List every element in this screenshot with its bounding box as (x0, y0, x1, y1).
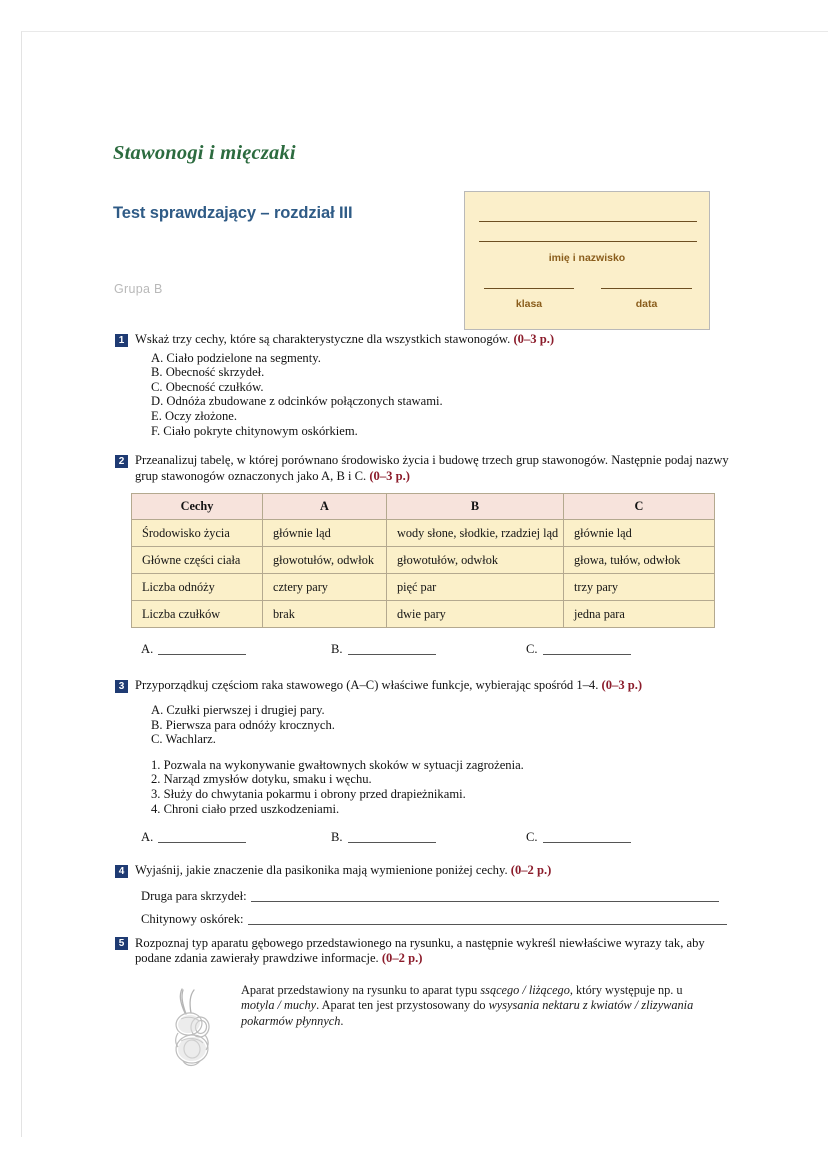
question-1-number: 1 (115, 334, 128, 347)
question-3-header (113, 678, 733, 694)
column-header-b: B (387, 494, 564, 520)
list-item: B. Pierwsza para odnóży krocznych. (151, 717, 335, 732)
question-4-number: 4 (115, 865, 128, 878)
table-cell: Liczba odnóży (132, 574, 263, 601)
fill-field-cuticle[interactable] (141, 912, 733, 935)
fill-field-wings[interactable] (141, 889, 733, 912)
name-field-label: imię i nazwisko (548, 252, 626, 264)
answer-slot-a-line[interactable] (158, 842, 246, 843)
answer-slot-b[interactable] (331, 642, 436, 657)
table-cell: cztery pary (263, 574, 387, 601)
question-2 (113, 453, 733, 668)
fill-field-wings-label: Druga para skrzydeł: (141, 888, 247, 903)
list-item: B. Obecność skrzydeł. (151, 365, 265, 380)
question-5-figure-caption (241, 983, 715, 1029)
list-item: E. Oczy złożone. (151, 408, 238, 423)
question-2-number: 2 (115, 455, 128, 468)
caption-segment-4: . (340, 1013, 344, 1028)
question-3-functions (113, 758, 733, 816)
table-cell: jedna para (564, 601, 715, 628)
page-subtitle: Test sprawdzający – rozdział III (113, 204, 353, 222)
caption-segment-3: . Aparat ten jest przystosowany do (316, 998, 489, 1013)
table-cell: głowotułów, odwłok (387, 547, 564, 574)
list-item: D. Odnóża zbudowane z odcinków połączonych stawami. (151, 394, 443, 409)
question-4 (113, 863, 733, 935)
question-3 (113, 678, 733, 856)
question-1 (113, 332, 733, 438)
table-cell: głównie ląd (564, 520, 715, 547)
question-1-prompt: Wskaż trzy cechy, które są charakterystyczne dla wszystkich stawonogów. (135, 332, 514, 346)
answer-slot-b-line[interactable] (348, 654, 436, 655)
list-item: 2. Narząd zmysłów dotyku, smaku i węchu. (151, 772, 372, 787)
table-cell: brak (263, 601, 387, 628)
caption-choice-2: motyla / muchy (241, 998, 317, 1013)
question-3-answer-slots (141, 830, 733, 856)
fill-field-wings-line[interactable] (251, 901, 719, 902)
list-item: 1. Pozwala na wykonywanie gwałtownych skoków w sytuacji zagrożenia. (151, 757, 524, 772)
table-cell: Liczba czułków (132, 601, 263, 628)
answer-slot-b-line[interactable] (348, 842, 436, 843)
answer-slot-a-line[interactable] (158, 654, 246, 655)
date-field-label: data (635, 298, 658, 310)
question-2-prompt: Przeanalizuj tabelę, w której porównano środowisko życia i budowę trzech grup stawonogów. Następnie podaj nazwy grup stawonogów oznaczonych jako A, B i C. (135, 453, 729, 483)
question-2-header (113, 453, 733, 484)
list-item: F. Ciało pokryte chitynowym oskórkiem. (151, 423, 358, 438)
question-4-header (113, 863, 733, 879)
question-5-number: 5 (115, 937, 128, 950)
table-header-row (132, 494, 715, 520)
table-row (132, 520, 715, 547)
caption-choice-1: ssącego / liżącego (480, 982, 570, 997)
list-item: A. Czułki pierwszej i drugiej pary. (151, 702, 325, 717)
group-label: Grupa B (114, 282, 163, 296)
caption-choice-3: wysysania nektaru z kwiatów / zlizywania pokarmów płynnych (241, 998, 694, 1028)
answer-slot-c-label: C. (526, 830, 538, 845)
identity-box (464, 191, 710, 330)
question-1-options (113, 351, 733, 439)
question-3-prompt: Przyporządkuj częściom raka stawowego (A–C) właściwe funkcje, wybierając spośród 1–4. (135, 678, 602, 693)
question-5-figure-block (113, 983, 733, 1088)
document-masthead (113, 142, 733, 332)
answer-slot-b-label: B. (331, 830, 343, 845)
table-row (132, 601, 715, 628)
answer-slot-b-label: B. (331, 642, 343, 657)
question-4-points: (0–2 p.) (510, 863, 552, 878)
name-rule-line-1 (479, 221, 697, 222)
page-content (113, 142, 733, 1088)
table-cell: Środowisko życia (132, 520, 263, 547)
table-row (132, 574, 715, 601)
answer-slot-c[interactable] (526, 830, 631, 845)
table-cell: głowa, tułów, odwłok (564, 547, 715, 574)
caption-segment-1: Aparat przedstawiony na rysunku to aparat typu (241, 982, 481, 997)
question-5-points: (0–2 p.) (381, 951, 423, 966)
table-cell: dwie pary (387, 601, 564, 628)
date-rule-line (601, 288, 692, 289)
answer-slot-a-label: A. (141, 642, 154, 657)
table-cell: trzy pary (564, 574, 715, 601)
column-header-cechy: Cechy (132, 494, 263, 520)
table-cell: pięć par (387, 574, 564, 601)
mouthpart-illustration (165, 983, 227, 1079)
answer-slot-a[interactable] (141, 642, 246, 657)
list-item: C. Wachlarz. (151, 732, 216, 747)
answer-slot-c[interactable] (526, 642, 631, 657)
question-5-prompt: Rozpoznaj typ aparatu gębowego przedstawionego na rysunku, a następnie wykreśl niewłaściwe wyrazy tak, aby podane zdania zawierały prawdziwe informacje. (135, 935, 705, 966)
list-item: 3. Służy do chwytania pokarmu i obrony przed drapieżnikami. (151, 786, 466, 801)
class-rule-line (484, 288, 574, 289)
fill-field-cuticle-label: Chitynowy oskórek: (141, 911, 244, 926)
list-item: A. Ciało podzielone na segmenty. (151, 350, 321, 365)
column-header-a: A (263, 494, 387, 520)
page-sheet (21, 31, 828, 1137)
question-5 (113, 936, 733, 1088)
table-cell: wody słone, słodkie, rzadziej ląd (387, 520, 564, 547)
answer-slot-a-label: A. (141, 830, 154, 845)
question-2-answer-slots (141, 642, 733, 668)
list-item: C. Obecność czułków. (151, 379, 264, 394)
answer-slot-c-label: C. (526, 642, 538, 657)
fill-field-cuticle-line[interactable] (248, 924, 727, 925)
question-1-header (113, 332, 733, 348)
table-cell: Główne części ciała (132, 547, 263, 574)
answer-slot-c-line[interactable] (543, 654, 631, 655)
class-field-label: klasa (515, 298, 543, 310)
name-rule-line-2 (479, 241, 697, 242)
table-cell: głowotułów, odwłok (263, 547, 387, 574)
caption-segment-2: , który występuje np. u (569, 982, 683, 997)
question-3-parts (113, 703, 733, 747)
list-item: 4. Chroni ciało przed uszkodzeniami. (151, 801, 340, 816)
question-2-points: (0–3 p.) (369, 468, 410, 483)
question-1-points: (0–3 p.) (513, 332, 555, 346)
page-title: Stawonogi i mięczaki (113, 142, 296, 164)
answer-slot-b[interactable] (331, 830, 436, 845)
question-5-header (113, 936, 733, 967)
comparison-table (131, 493, 715, 628)
table-cell: głównie ląd (263, 520, 387, 547)
answer-slot-c-line[interactable] (543, 842, 631, 843)
column-header-c: C (564, 494, 715, 520)
question-4-prompt: Wyjaśnij, jakie znaczenie dla pasikonika mają wymienione poniżej cechy. (135, 863, 511, 878)
question-3-number: 3 (115, 680, 128, 693)
table-row (132, 547, 715, 574)
answer-slot-a[interactable] (141, 830, 246, 845)
question-3-points: (0–3 p.) (601, 678, 643, 693)
